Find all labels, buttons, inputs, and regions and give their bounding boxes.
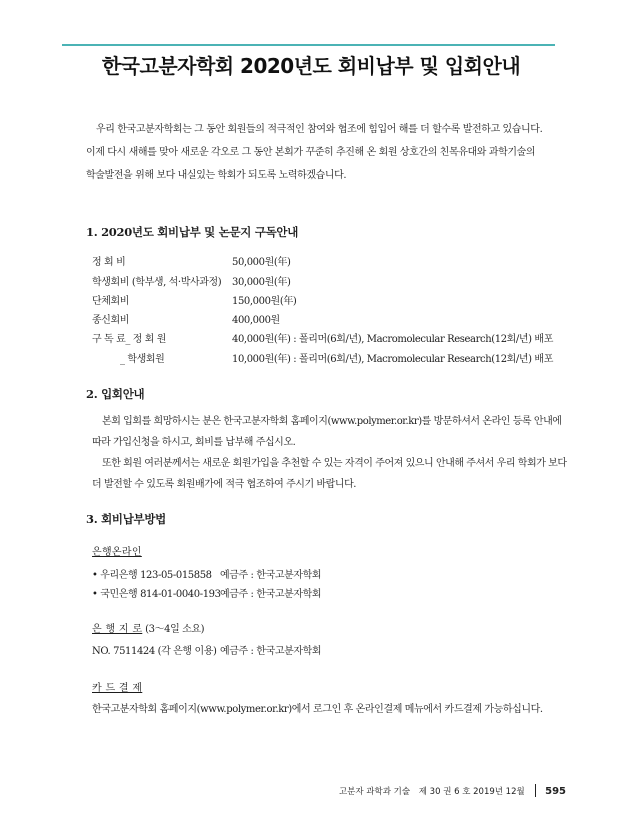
giro-note: (3～4일 소요) — [145, 624, 205, 635]
intro-line: 우리 한국고분자학회는 그 동안 회원들의 적극적인 참여와 협조에 힘입어 해를 더 할수록 발전하고 있습니다. — [96, 124, 543, 135]
fee-amount: 40,000원(年) : 폴리머(6회/년), Macromolecular Research(12회/년) 배포 — [232, 334, 553, 345]
paragraph-line: 또한 회원 여러분께서는 새로운 회원가입을 추천할 수 있는 자격이 주어져 있으니 안내해 주셔서 우리 학회가 보다 — [102, 458, 567, 469]
issue-info: 제 30 권 6 호 2019년 12월 — [418, 787, 525, 797]
account-row — [92, 566, 322, 581]
giro-title-row — [92, 620, 204, 635]
fee-label: 종신회비 — [92, 315, 130, 326]
intro-paragraph — [86, 118, 546, 187]
header-rule — [62, 44, 555, 46]
giro-title: 은 행 지 로 — [92, 624, 143, 635]
fee-amount: 400,000원 — [232, 315, 280, 326]
paragraph-line: 더 발전할 수 있도록 회원배가에 적극 협조하여 주시기 바랍니다. — [92, 479, 357, 490]
footer-divider — [535, 784, 536, 797]
card-payment-text: 한국고분자학회 홈페이지(www.polymer.or.kr)에서 로그인 후 온라인결제 메뉴에서 카드결제 가능하십니다. — [92, 704, 543, 715]
fee-label: 학생회비 (학부생, 석·박사과정) — [92, 277, 222, 288]
account-bank: • 우리은행 123-05-015858 — [92, 570, 212, 581]
online-banking-title: 은행온라인 — [92, 547, 142, 558]
account-row — [92, 585, 322, 600]
page-number: 595 — [545, 786, 566, 797]
section1-heading: 1. 2020년도 회비납부 및 논문지 구독안내 — [86, 225, 299, 239]
journal-name: 고분자 과학과 기술 — [338, 787, 411, 797]
intro-line: 이제 다시 새해를 맞아 새로운 각오로 그 동안 본회가 꾸준히 추진해 온 회원 상호간의 친목유대와 과학기술의 — [86, 147, 536, 158]
giro-number: NO. 7511424 (각 은행 이용) — [92, 646, 217, 657]
fee-label: 구 독 료_ 정 회 원 — [92, 334, 167, 345]
fee-amount: 50,000원(年) — [232, 257, 291, 268]
fee-label: 단체회비 — [92, 296, 130, 307]
giro-row — [92, 642, 322, 657]
account-bank: • 국민은행 814-01-0040-193 — [92, 589, 221, 600]
card-payment-title: 카 드 결 제 — [92, 683, 143, 694]
paragraph-line: 본회 입회를 희망하시는 분은 한국고분자학회 홈페이지(www.polymer.or.kr)를 방문하셔서 온라인 등록 안내에 — [102, 416, 562, 427]
paragraph-line: 따라 가입신청을 하시고, 회비를 납부해 주십시오. — [92, 437, 296, 448]
fee-label: 정 회 비 — [92, 257, 126, 268]
account-holder: 예금주 : 한국고분자학회 — [220, 589, 322, 600]
account-holder: 예금주 : 한국고분자학회 — [220, 570, 322, 581]
page-footer — [339, 784, 566, 797]
fee-amount: 150,000원(年) — [232, 296, 297, 307]
section2-heading: 2. 입회안내 — [86, 387, 145, 401]
fee-label: _ 학생회원 — [120, 354, 165, 365]
membership-paragraph — [92, 411, 567, 495]
fee-amount: 10,000원(年) : 폴리머(6회/년), Macromolecular Research(12회/년) 배포 — [232, 354, 553, 365]
intro-line: 학술발전을 위해 보다 내실있는 학회가 되도록 노력하겠습니다. — [86, 170, 347, 181]
giro-holder: 예금주 : 한국고분자학회 — [220, 646, 322, 657]
section3-heading: 3. 회비납부방법 — [86, 512, 166, 526]
fee-amount: 30,000원(年) — [232, 277, 291, 288]
page-title: 한국고분자학회 2020년도 회비납부 및 입회안내 — [101, 54, 521, 78]
